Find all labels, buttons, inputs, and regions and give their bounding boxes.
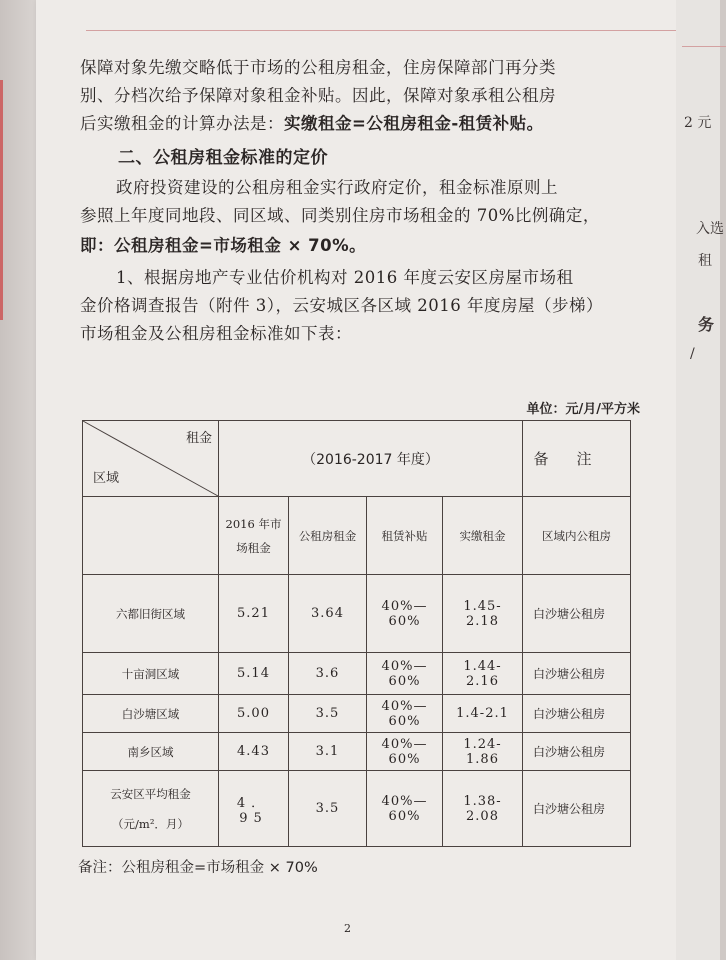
public-rent-cell: 3.5 xyxy=(289,695,367,733)
table-row xyxy=(83,771,631,847)
col-market-rent xyxy=(219,497,289,575)
note-cell: 白沙塘公租房 xyxy=(523,695,631,733)
paragraph-2-line-1: 政府投资建设的公租房租金实行政府定价，租金标准原则上 xyxy=(116,178,558,197)
diagonal-label-region: 区域 xyxy=(93,471,120,486)
region-cell: 十亩洞区域 xyxy=(83,653,219,695)
formula-intro: 后实缴租金的计算办法是： xyxy=(80,114,284,133)
remark-header: 备注 xyxy=(523,421,631,497)
formula-actual-rent: 实缴租金=公租房租金-租赁补贴。 xyxy=(284,114,544,133)
paragraph-1-line-3 xyxy=(80,110,646,138)
actual-rent-cell: 1.24-1.86 xyxy=(443,733,523,771)
table-row xyxy=(83,653,631,695)
actual-rent-cell: 1.44-2.16 xyxy=(443,653,523,695)
red-margin-mark xyxy=(0,80,3,320)
paragraph-1-line-1: 保障对象先缴交略低于市场的公租房租金，住房保障部门再分类 xyxy=(80,58,556,77)
rent-table xyxy=(82,420,631,847)
market-rent-cell: 4.43 xyxy=(219,733,289,771)
diagonal-header-cell xyxy=(83,421,219,497)
note-cell: 白沙塘公租房 xyxy=(523,653,631,695)
subsidy-cell: 40%—60% xyxy=(367,733,443,771)
market-rent-cell: 4．95 xyxy=(219,771,289,847)
formula-public-rent: 即：公租房租金=市场租金 × 70%。 xyxy=(80,236,367,255)
col-actual-rent: 实缴租金 xyxy=(443,497,523,575)
subsidy-cell: 40%—60% xyxy=(367,653,443,695)
adjacent-text-3: 租 xyxy=(698,253,712,269)
adjacent-header-rule xyxy=(682,46,726,47)
header-rule xyxy=(86,30,676,31)
note-cell: 白沙塘公租房 xyxy=(523,733,631,771)
subsidy-cell: 40%—60% xyxy=(367,575,443,653)
table-footnote: 备注：公租房租金=市场租金 × 70% xyxy=(78,860,318,876)
table-row xyxy=(83,695,631,733)
public-rent-cell: 3.6 xyxy=(289,653,367,695)
average-region-unit: （元/m²．月） xyxy=(112,816,189,831)
note-cell: 白沙塘公租房 xyxy=(523,575,631,653)
table-subheader-row xyxy=(83,497,631,575)
col-market-rent-line-1: 2016 年市 xyxy=(225,516,282,531)
paragraph-2-line-2: 参照上年度同地段、同区域、同类别住房市场租金的 70%比例确定， xyxy=(80,206,600,225)
paragraph-3-line-2: 金价格调查报告（附件 3），云安城区各区域 2016 年度房屋（步梯） xyxy=(80,296,603,315)
unit-label: 单位：元/月/平方米 xyxy=(526,402,640,417)
col-public-rent: 公租房租金 xyxy=(289,497,367,575)
public-rent-cell: 3.1 xyxy=(289,733,367,771)
period-header: （2016-2017 年度） xyxy=(219,421,523,497)
region-cell: 白沙塘区域 xyxy=(83,695,219,733)
adjacent-text-5: / xyxy=(690,346,695,362)
market-rent-cell: 5.21 xyxy=(219,575,289,653)
public-rent-cell: 3.64 xyxy=(289,575,367,653)
region-cell: 六都旧街区域 xyxy=(83,575,219,653)
paragraph-3-line-3: 市场租金及公租房租金标准如下表： xyxy=(80,324,352,343)
diagonal-label-rent: 租金 xyxy=(185,431,212,446)
page-number: 2 xyxy=(344,922,351,935)
region-cell: 南乡区域 xyxy=(83,733,219,771)
table-row xyxy=(83,575,631,653)
adjacent-text-4: 务 xyxy=(698,315,715,334)
empty-subheader-cell xyxy=(83,497,219,575)
market-rent-cell: 5.14 xyxy=(219,653,289,695)
average-region-label: 云安区平均租金 xyxy=(110,786,191,801)
market-rent-cell: 5.00 xyxy=(219,695,289,733)
left-page-edge xyxy=(0,0,36,960)
col-note: 区域内公租房 xyxy=(523,497,631,575)
actual-rent-cell: 1.4-2.1 xyxy=(443,695,523,733)
table-row xyxy=(83,733,631,771)
subsidy-cell: 40%—60% xyxy=(367,771,443,847)
note-cell: 白沙塘公租房 xyxy=(523,771,631,847)
actual-rent-cell: 1.45-2.18 xyxy=(443,575,523,653)
public-rent-cell: 3.5 xyxy=(289,771,367,847)
col-market-rent-line-2: 场租金 xyxy=(236,540,271,555)
adjacent-text-2: 入选 xyxy=(696,221,724,237)
table-header-row xyxy=(83,421,631,497)
adjacent-text-1: 2 元 xyxy=(684,115,712,131)
region-cell xyxy=(83,771,219,847)
subsidy-cell: 40%—60% xyxy=(367,695,443,733)
col-subsidy: 租赁补贴 xyxy=(367,497,443,575)
paragraph-3-line-1: 1、根据房地产专业估价机构对 2016 年度云安区房屋市场租 xyxy=(116,268,574,287)
section-heading: 二、公租房租金标准的定价 xyxy=(118,148,328,168)
paragraph-1-line-2: 别、分档次给予保障对象租金补贴。因此，保障对象承租公租房 xyxy=(80,86,556,105)
actual-rent-cell: 1.38-2.08 xyxy=(443,771,523,847)
